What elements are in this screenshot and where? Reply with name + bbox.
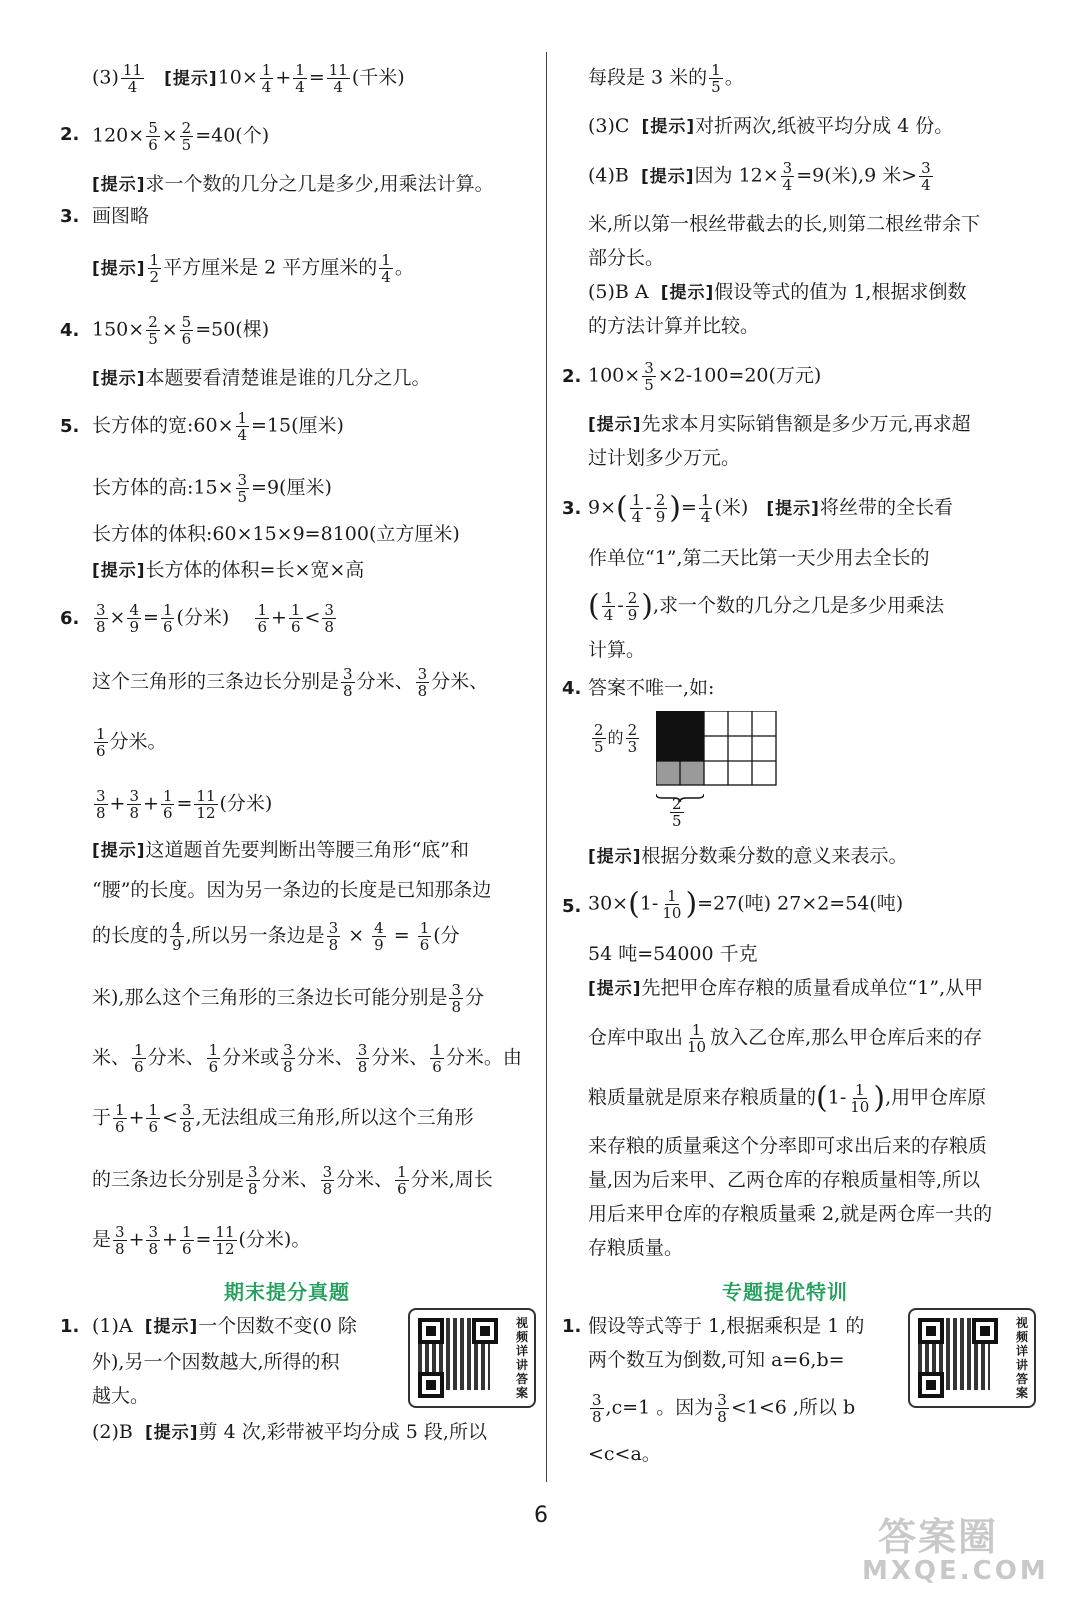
- question-2-answer: 120× $\frac{5}{6}$ × $\frac{2}{5}$ =40(个): [92, 119, 270, 154]
- question-5-answer: 30×(1- $\frac{1}{10}$ )=27(吨) 27×2=54(吨): [588, 886, 904, 922]
- answer-line-3c: (3)C [提示]对折两次,纸被平均分成 4 份。: [588, 115, 954, 137]
- question-3-line-2: 作单位“1”,第二天比第一天少用去全长的: [588, 547, 930, 569]
- exam-q1-line-3: 越大。: [92, 1385, 150, 1407]
- exam-q1-line-4: (2)B [提示]剪 4 次,彩带被平均分成 5 段,所以: [92, 1421, 487, 1443]
- question-3-line-3: ( $\frac{1}{4}$ - $\frac{2}{9}$ ),求一个数的几分之几是多少用乘法: [588, 588, 944, 624]
- question-5-height: 长方体的高:15× $\frac{3}{5}$ =9(厘米): [92, 471, 332, 506]
- question-number: 2.: [60, 124, 80, 145]
- video-qr-code[interactable]: [908, 1308, 1036, 1408]
- question-5-volume: 长方体的体积:60×15×9=8100(立方厘米): [92, 523, 460, 545]
- question-number: 4.: [60, 320, 80, 341]
- question-4-label: $\frac{2}{5}$ 的 $\frac{2}{3}$: [594, 721, 638, 756]
- qr-corner-marker: [972, 1318, 998, 1344]
- question-3-hint: [提示] $\frac{1}{2}$ 平方厘米是 2 平方厘米的 $\frac{1}{4}$ 。: [92, 251, 414, 286]
- bottom-brace: [656, 787, 704, 795]
- qr-corner-marker: [472, 1318, 498, 1344]
- question-2-hint: [提示]求一个数的几分之几是多少,用乘法计算。: [92, 173, 494, 195]
- question-5-hint-4: 来存粮的质量乘这个分率即可求出后来的存粮质: [588, 1135, 988, 1157]
- question-6-sides: 这个三角形的三条边长分别是 $\frac{3}{8}$ 分米、 $\frac{3}{8}$ 分米、: [92, 665, 489, 700]
- answer-line: 米,所以第一根丝带截去的长,则第二根丝带余下: [588, 213, 981, 235]
- question-6-hint-3: 的长度的 $\frac{4}{9}$ ,所以另一条边是 $\frac{3}{8}$ × $\frac{4}{9}$ = $\frac{1}{6}$ (分: [92, 919, 460, 954]
- answer-line-segment: 每段是 3 米的 $\frac{1}{5}$ 。: [588, 61, 744, 96]
- section-heading: 专题提优特训: [722, 1280, 848, 1304]
- question-6-sides-cont: $\frac{1}{6}$ 分米。: [96, 725, 167, 760]
- question-6-hint-5: 米、 $\frac{1}{6}$ 分米、 $\frac{1}{6}$ 分米或 $\frac{3}{8}$ 分米、 $\frac{3}{8}$ 分米、 $\frac{1}{6}$ 分米。由: [92, 1041, 522, 1076]
- qr-caption: 视频详讲答案: [1015, 1316, 1028, 1400]
- question-number: 3.: [562, 498, 582, 519]
- question-number: 6.: [60, 608, 80, 629]
- page-number: 6: [534, 1503, 548, 1528]
- special-q1-line-3: $\frac{3}{8}$ ,c=1 。因为 $\frac{3}{8}$ <1<6 ,所以 b: [592, 1391, 856, 1426]
- question-number: 4.: [562, 678, 582, 699]
- shaded-cell-gray: [656, 761, 680, 785]
- question-5-hint-1: [提示]先把甲仓库存粮的质量看成单位“1”,从甲: [588, 977, 984, 999]
- question-3-answer: 画图略: [92, 205, 150, 227]
- exam-q1-line-2: 外),另一个因数越大,所得的积: [92, 1351, 340, 1373]
- question-3-line-4: 计算。: [588, 639, 646, 661]
- answer-line-5b: (5)B A [提示]假设等式的值为 1,根据求倒数: [588, 281, 967, 303]
- qr-caption: 视频详讲答案: [515, 1316, 528, 1400]
- question-6-hint-1: [提示]这道题首先要判断出等腰三角形“底”和: [92, 839, 469, 861]
- question-4-hint: [提示]本题要看清楚谁是谁的几分之几。: [92, 367, 431, 389]
- question-5-hint: [提示]长方体的体积=长×宽×高: [92, 559, 365, 581]
- shaded-cell-gray: [680, 761, 704, 785]
- question-number: 1.: [562, 1316, 582, 1337]
- question-6-answer: $\frac{3}{8}$ × $\frac{4}{9}$ = $\frac{1}{6}$ (分米) $\frac{1}{6}$ + $\frac{1}{6}$ < $\frac{3}{8}$: [96, 601, 334, 636]
- question-6-hint-7: 的三条边长分别是 $\frac{3}{8}$ 分米、 $\frac{3}{8}$ 分米、 $\frac{1}{6}$ 分米,周长: [92, 1163, 493, 1198]
- question-number: 3.: [60, 206, 80, 227]
- question-5-hint-6: 用后来甲仓库的存粮质量乘 2,就是两仓库一共的: [588, 1203, 993, 1225]
- tip-label: [提示]: [164, 68, 218, 89]
- question-2-hint-1: [提示]先求本月实际销售额是多少万元,再求超: [588, 413, 971, 435]
- question-5-line-2: 54 吨=54000 千克: [588, 943, 758, 965]
- question-6-hint-6: 于 $\frac{1}{6}$ + $\frac{1}{6}$ < $\frac{3}{8}$ ,无法组成三角形,所以这个三角形: [92, 1101, 474, 1136]
- qr-corner-marker: [918, 1318, 944, 1344]
- question-6-hint-4: 米),那么这个三角形的三条边长可能分别是 $\frac{3}{8}$ 分: [92, 981, 485, 1016]
- question-2-hint-2: 过计划多少万元。: [588, 447, 741, 469]
- question-6-hint-2: “腰”的长度。因为另一条边的长度是已知那条边: [92, 879, 492, 901]
- video-qr-code[interactable]: [408, 1308, 536, 1408]
- column-divider: [546, 52, 547, 1482]
- section-heading: 期末提分真题: [224, 1280, 350, 1304]
- question-5-hint-7: 存粮质量。: [588, 1237, 684, 1259]
- answer-line: 部分长。: [588, 247, 665, 269]
- answer-line: 的方法计算并比较。: [588, 315, 760, 337]
- question-3-answer: 9×( $\frac{1}{4}$ - $\frac{2}{9}$ )= $\frac{1}{4}$ (米) [提示]将丝带的全长看: [588, 490, 953, 526]
- special-q1-line-2: 两个数互为倒数,可知 a=6,b=: [588, 1349, 845, 1371]
- question-2-answer: 100× $\frac{3}{5}$ ×2-100=20(万元): [588, 359, 822, 394]
- question-number: 2.: [562, 366, 582, 387]
- special-q1-line-4: <c<a。: [588, 1443, 661, 1465]
- question-5-width: 长方体的宽:60× $\frac{1}{4}$ =15(厘米): [92, 409, 344, 444]
- qr-corner-marker: [418, 1372, 444, 1398]
- question-5-hint-2: 仓库中取出 $\frac{1}{10}$ 放入乙仓库,那么甲仓库后来的存: [588, 1021, 983, 1056]
- question-4-hint: [提示]根据分数乘分数的意义来表示。: [588, 845, 908, 867]
- question-4-answer: 150× $\frac{2}{5}$ × $\frac{5}{6}$ =50(棵): [92, 313, 270, 348]
- qr-corner-marker: [918, 1372, 944, 1398]
- fraction-grid: [656, 711, 780, 787]
- answer-line-4b: (4)B [提示]因为 12× $\frac{3}{4}$ =9(米),9 米> $\frac{3}{4}$: [588, 159, 931, 194]
- watermark-text-bottom: MXQE.COM: [862, 1556, 1049, 1586]
- question-4-text: 答案不唯一,如:: [588, 677, 715, 699]
- special-q1-line-1: 假设等式等于 1,根据乘积是 1 的: [588, 1315, 865, 1337]
- question-number: 5.: [562, 896, 582, 917]
- qr-corner-marker: [418, 1318, 444, 1344]
- exam-q1-line-1: (1)A [提示]一个因数不变(0 除: [92, 1315, 357, 1337]
- bottom-fraction-label: $\frac{2}{5}$: [672, 795, 682, 830]
- question-number: 1.: [60, 1316, 80, 1337]
- question-6-perimeter: $\frac{3}{8}$ + $\frac{3}{8}$ + $\frac{1}{6}$ = $\frac{11}{12}$ (分米): [96, 787, 273, 822]
- fraction-grid-diagram: [656, 711, 780, 787]
- question-6-hint-8: 是 $\frac{3}{8}$ + $\frac{3}{8}$ + $\frac{1}{6}$ = $\frac{11}{12}$ (分米)。: [92, 1223, 311, 1258]
- question-5-hint-3: 粮质量就是原来存粮质量的(1- $\frac{1}{10}$ ),用甲仓库原: [588, 1080, 987, 1116]
- question-number: 5.: [60, 416, 80, 437]
- watermark-text-top: 答案圈: [878, 1515, 999, 1559]
- question-5-hint-5: 量,因为后来甲、乙两仓库的存粮质量相等,所以: [588, 1169, 981, 1191]
- answer-line-3: (3) $\frac{11}{4}$ [提示]10× $\frac{1}{4}$ + $\frac{1}{4}$ = $\frac{11}{4}$ (千米): [92, 61, 405, 96]
- watermark-logo: [862, 1506, 1049, 1590]
